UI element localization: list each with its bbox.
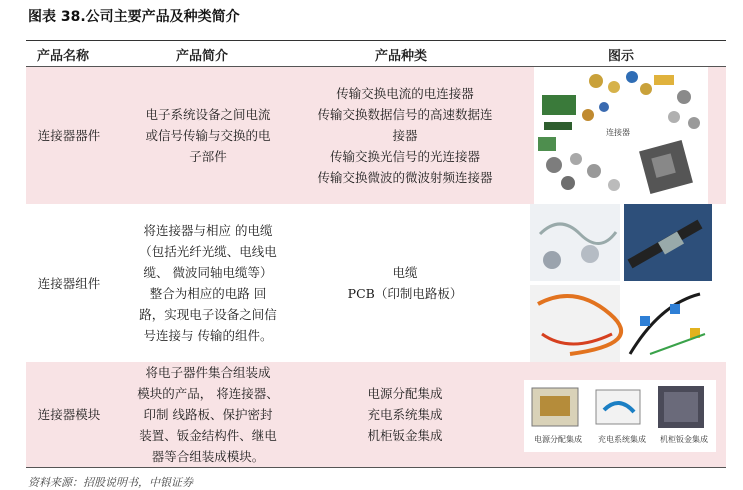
product-name: 连接器组件 (37, 275, 101, 291)
image-caption-power: 电源分配集成 (534, 435, 582, 444)
image-caption-charging: 充电系统集成 (598, 435, 646, 444)
figure-title: 图表 38.公司主要产品及种类简介 (28, 9, 240, 25)
table-row (26, 362, 726, 467)
connector-modules-image (524, 380, 716, 452)
image-caption-cabinet: 机柜钣金集成 (660, 435, 708, 444)
connector-assemblies-image (530, 204, 712, 362)
product-types: 电缆 PCB（印制电路板） (347, 265, 463, 301)
table-row (26, 204, 726, 362)
table-row (26, 67, 726, 204)
header-product-types: 产品种类 (375, 49, 428, 64)
product-intro: 电子系统设备之间电流 或信号传输与交换的电 子部件 (145, 107, 271, 164)
product-name: 连接器器件 (37, 128, 101, 143)
table-bottom-rule (26, 467, 726, 468)
product-intro: 将连接器与相应 的电缆 （包括光纤光缆、电线电 缆、 微波同轴电缆等） 整合为相应的电路 回 路，实现电子设备之间信 号连接与 传输的组件。 (139, 223, 277, 343)
image-caption: 连接器 (606, 128, 630, 137)
header-product-name: 产品名称 (37, 49, 90, 64)
product-name: 连接器模块 (37, 407, 101, 422)
source-note: 资料来源：招股说明书，中银证券 (28, 476, 193, 489)
product-types: 电源分配集成 充电系统集成 机柜钣金集成 (367, 386, 443, 443)
table-top-rule (26, 40, 726, 41)
header-illustration: 图示 (608, 49, 635, 64)
product-intro: 将电子器件集合组装成 模块的产品， 将连接器、 印制 线路板、保护密封 装置、钣金结构件、继电 器等合组装成模块。 (137, 365, 279, 464)
connector-devices-image (534, 67, 708, 204)
header-product-intro: 产品简介 (176, 49, 229, 64)
product-types: 传输交换电流的电连接器 传输交换数据信号的高速数据连 接器 传输交换光信号的光连接器 传输交换微波的微波射频连接器 (317, 86, 493, 185)
